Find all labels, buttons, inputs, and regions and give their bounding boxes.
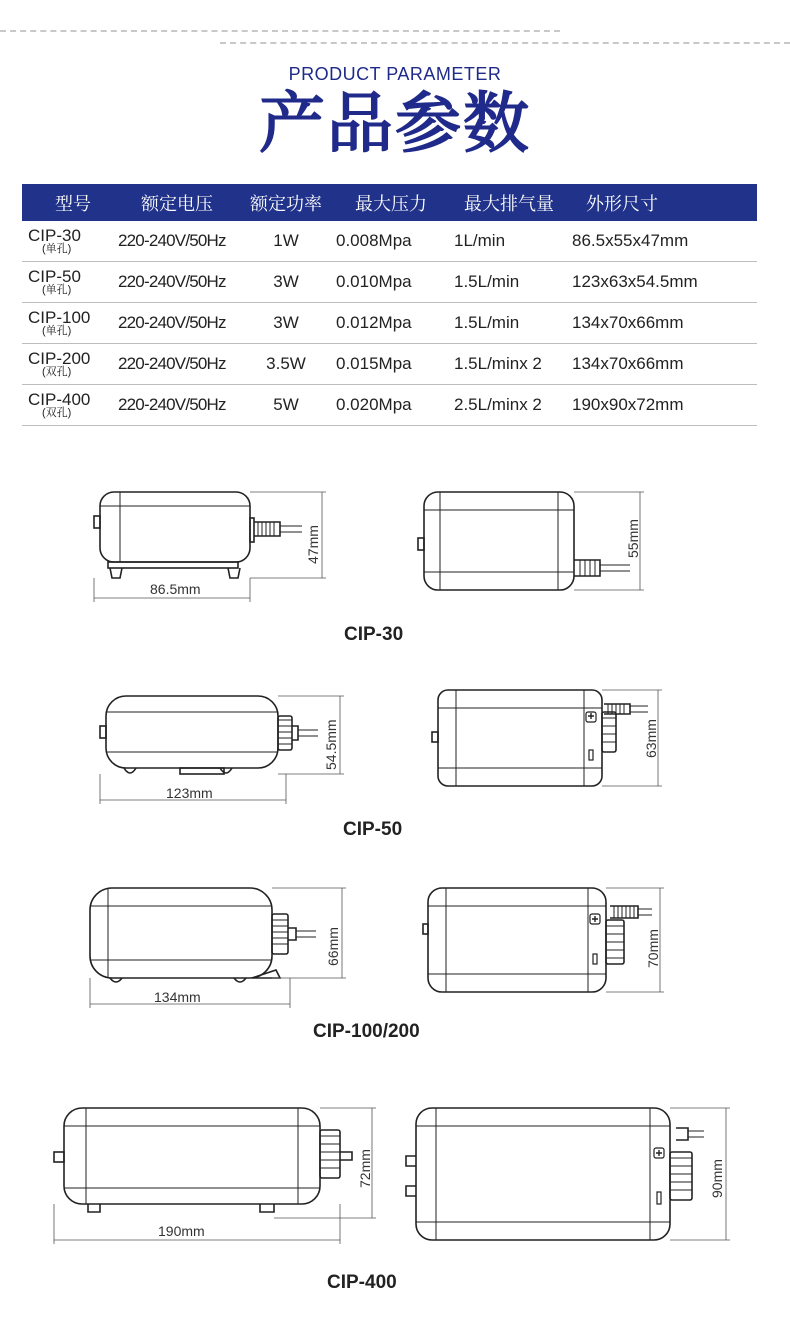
cell-airflow: 1.5L/min — [446, 262, 572, 303]
cip30-model-label: CIP-30 — [344, 624, 404, 645]
cip30-length-label: 86.5mm — [150, 581, 201, 597]
cell-model — [22, 262, 118, 303]
table-row — [22, 221, 757, 262]
table-row — [22, 303, 757, 344]
cip100-model-label: CIP-100/200 — [313, 1021, 420, 1042]
header-airflow: 最大排气量 — [446, 184, 572, 221]
cip100-side-view-drawing — [84, 884, 354, 1012]
cip30-top-view-drawing — [410, 486, 650, 596]
table-row — [22, 262, 757, 303]
cell-pressure: 0.012Mpa — [336, 303, 446, 344]
cell-airflow: 1.5L/min — [446, 303, 572, 344]
spec-table-header — [22, 184, 757, 221]
header-pressure: 最大压力 — [336, 184, 446, 221]
section-title: 产品参数 — [259, 85, 531, 162]
cip100-height-label: 66mm — [325, 927, 341, 966]
table-row — [22, 344, 757, 385]
header-power: 额定功率 — [236, 184, 336, 221]
cell-pressure: 0.020Mpa — [336, 385, 446, 426]
model-name: CIP-30 — [28, 225, 81, 245]
cell-size: 123x63x54.5mm — [572, 262, 757, 303]
cell-size: 190x90x72mm — [572, 385, 757, 426]
model-name: CIP-400 — [28, 389, 91, 409]
spec-table — [22, 184, 757, 426]
cell-power: 3W — [236, 303, 336, 344]
top-dashed-line-left — [0, 30, 560, 32]
cell-pressure: 0.008Mpa — [336, 221, 446, 262]
section-subtitle: PRODUCT PARAMETER — [288, 64, 502, 84]
cell-power: 3.5W — [236, 344, 336, 385]
cell-power: 1W — [236, 221, 336, 262]
cell-airflow: 2.5L/minx 2 — [446, 385, 572, 426]
cell-pressure: 0.010Mpa — [336, 262, 446, 303]
cip50-top-view-drawing — [428, 686, 668, 790]
header-voltage: 额定电压 — [118, 184, 236, 221]
cell-pressure: 0.015Mpa — [336, 344, 446, 385]
model-hole: (双孔) — [42, 365, 72, 378]
model-hole: (单孔) — [42, 283, 72, 296]
cip100-length-label: 134mm — [154, 989, 201, 1005]
cip50-length-label: 123mm — [166, 785, 213, 801]
cip50-height-label: 54.5mm — [323, 719, 339, 770]
cip30-height-label: 47mm — [305, 525, 321, 564]
cip30-side-view-drawing — [86, 486, 336, 606]
cip400-height-label: 72mm — [357, 1149, 373, 1188]
cip100-top-view-drawing — [420, 884, 670, 996]
cell-voltage: 220-240V/50Hz — [118, 221, 236, 262]
cip50-width-label: 63mm — [643, 719, 659, 758]
cip50-model-label: CIP-50 — [343, 819, 403, 840]
cell-airflow: 1L/min — [446, 221, 572, 262]
cell-voltage: 220-240V/50Hz — [118, 303, 236, 344]
model-name: CIP-100 — [28, 307, 91, 327]
model-hole: (双孔) — [42, 406, 72, 419]
cell-size: 134x70x66mm — [572, 303, 757, 344]
model-hole: (单孔) — [42, 324, 72, 337]
cell-model — [22, 303, 118, 344]
header-model: 型号 — [22, 184, 118, 221]
cell-model — [22, 385, 118, 426]
cip400-width-label: 90mm — [709, 1159, 725, 1198]
cell-power: 3W — [236, 262, 336, 303]
cell-voltage: 220-240V/50Hz — [118, 262, 236, 303]
cell-size: 134x70x66mm — [572, 344, 757, 385]
cell-power: 5W — [236, 385, 336, 426]
cip30-width-label: 55mm — [625, 519, 641, 558]
cell-size: 86.5x55x47mm — [572, 221, 757, 262]
cell-voltage: 220-240V/50Hz — [118, 344, 236, 385]
cip400-side-view-drawing — [50, 1104, 390, 1246]
cell-model — [22, 344, 118, 385]
cell-airflow: 1.5L/minx 2 — [446, 344, 572, 385]
model-name: CIP-200 — [28, 348, 91, 368]
model-hole: (单孔) — [42, 242, 72, 255]
cip50-side-view-drawing — [94, 690, 354, 810]
top-dashed-line-right — [220, 42, 790, 44]
cip400-top-view-drawing — [400, 1104, 740, 1246]
table-row — [22, 385, 757, 426]
cip400-model-label: CIP-400 — [327, 1272, 397, 1293]
model-name: CIP-50 — [28, 266, 81, 286]
cip100-width-label: 70mm — [645, 929, 661, 968]
cell-model — [22, 221, 118, 262]
cell-voltage: 220-240V/50Hz — [118, 385, 236, 426]
header-size: 外形尺寸 — [572, 184, 757, 221]
cip400-length-label: 190mm — [158, 1223, 205, 1239]
